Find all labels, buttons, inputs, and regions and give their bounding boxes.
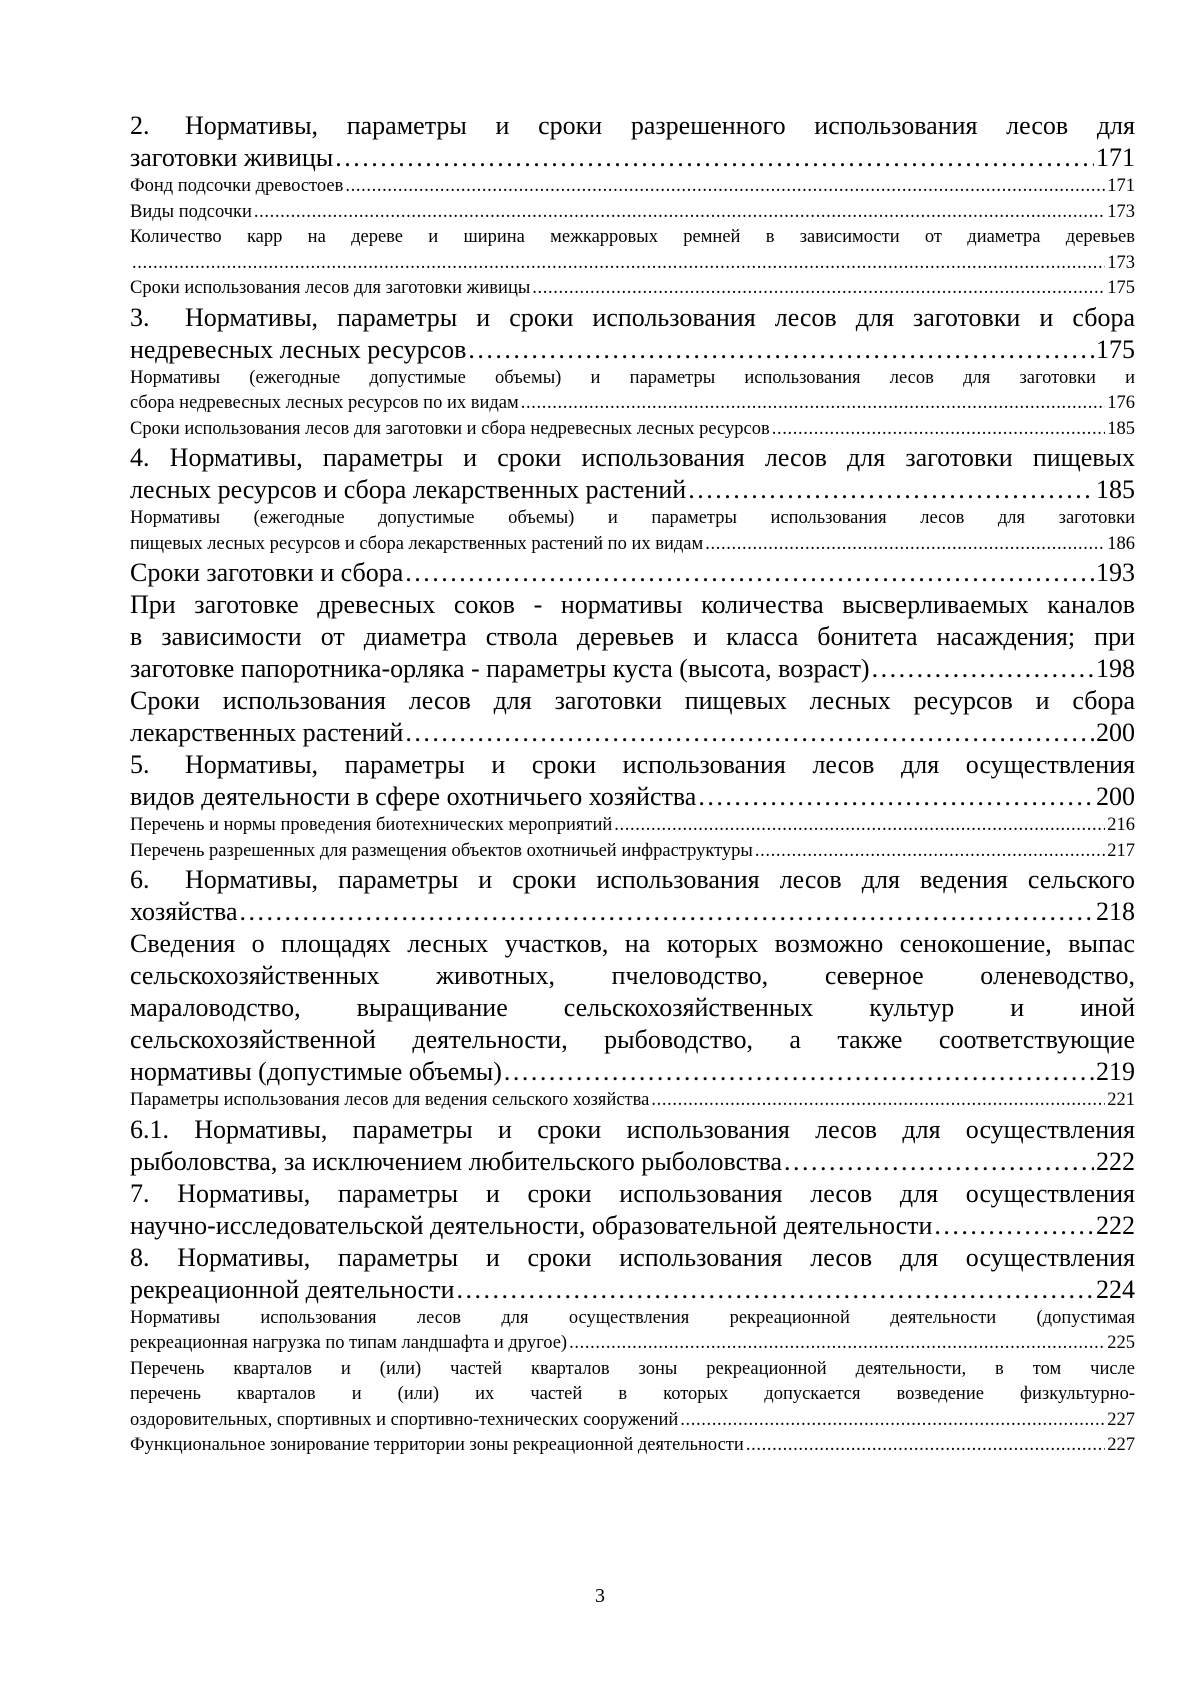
toc-page-number: 186: [1107, 533, 1135, 554]
dot-leader: [456, 1274, 1094, 1306]
dot-leader: [335, 142, 1094, 174]
toc-entry-line: [130, 225, 1135, 251]
page-number: 3: [595, 1585, 605, 1607]
toc-entry-title: лесных ресурсов и сбора лекарственных растений: [130, 475, 687, 504]
toc-entry[interactable]: [130, 302, 1135, 366]
toc-entry[interactable]: [130, 928, 1135, 1088]
section-number: 3.: [130, 302, 150, 332]
toc-entry-text: мараловодство, выращивание сельскохозяйственных культур и иной: [130, 993, 1135, 1022]
toc-entry[interactable]: [130, 1114, 1135, 1178]
toc-entry-line: [130, 1306, 1135, 1332]
toc-entry-text: Нормативы, параметры и сроки разрешенного использования лесов для: [185, 111, 1135, 140]
toc-entry[interactable]: [130, 749, 1135, 813]
dot-leader: [254, 200, 1105, 226]
toc-entry[interactable]: [130, 1357, 1135, 1434]
section-number: 6.: [130, 865, 150, 894]
toc-entry[interactable]: [130, 1433, 1135, 1459]
toc-entry-title: научно-исследовательской деятельности, образовательной деятельности: [130, 1210, 933, 1240]
toc-entry[interactable]: [130, 839, 1135, 865]
toc-entry-line: [130, 1114, 1135, 1146]
toc-entry[interactable]: [130, 174, 1135, 200]
toc-page-number: 185: [1107, 418, 1135, 439]
toc-entry-text: 8. Нормативы, параметры и сроки использования лесов для осуществления: [130, 1242, 1135, 1272]
toc-entry-text: 6.1. Нормативы, параметры и сроки использования лесов для осуществления: [130, 1114, 1135, 1144]
toc-entry-title: рыболовства, за исключением любительского рыболовства: [130, 1146, 783, 1176]
toc-page-number: 200: [1096, 718, 1135, 747]
toc-entry-title: Перечень и нормы проведения биотехнических мероприятий: [130, 815, 613, 835]
toc-entry-title: оздоровительных, спортивных и спортивно-технических сооружений: [130, 1409, 679, 1430]
toc-page-number: 200: [1096, 782, 1135, 811]
toc-page-number: 216: [1107, 815, 1135, 835]
section-number: 5.: [130, 750, 150, 779]
toc-entry[interactable]: [130, 110, 1135, 174]
toc-entry-line: [130, 992, 1135, 1024]
dot-leader: [240, 896, 1094, 928]
toc-entry[interactable]: [130, 417, 1135, 443]
toc-entry[interactable]: [130, 276, 1135, 302]
toc-entry-text: Нормативы использования лесов для осуществления рекреационной деятельности (допустимая: [130, 1307, 1135, 1328]
toc-entry-text: перечень кварталов и (или) их частей в которых допускается возведение физкультурно-: [130, 1384, 1135, 1404]
toc-entry-text: 7. Нормативы, параметры и сроки использования лесов для осуществления: [130, 1178, 1135, 1208]
toc-entry[interactable]: [130, 1088, 1135, 1114]
toc-entry-line: [130, 302, 1135, 334]
toc-entry-line: [130, 685, 1135, 717]
dot-leader: [504, 1056, 1094, 1088]
dot-leader: [132, 251, 1105, 277]
toc-entry-text: Нормативы, параметры и сроки использования лесов для ведения сельского: [185, 865, 1135, 894]
toc-entry[interactable]: [130, 506, 1135, 557]
toc-page-number: 175: [1107, 278, 1135, 298]
toc-entry-title: Фонд подсочки древостоев: [130, 176, 344, 196]
toc-page-number: 222: [1096, 1146, 1135, 1176]
dot-leader: [405, 717, 1094, 749]
toc-entry-title: Функциональное зонирование территории зоны рекреационной деятельности: [130, 1435, 744, 1455]
toc-entry[interactable]: [130, 864, 1135, 928]
toc-entry-text: Нормативы (ежегодные допустимые объемы) и параметры использования лесов для заготовки и: [130, 367, 1135, 388]
toc-entry-line: [130, 589, 1135, 621]
toc-page-number: 224: [1096, 1274, 1135, 1304]
toc-page-number: 218: [1096, 897, 1135, 926]
toc-entry-title: Параметры использования лесов для ведения сельского хозяйства: [130, 1090, 650, 1110]
toc-entry-text: 4. Нормативы, параметры и сроки использования лесов для заготовки пищевых: [130, 443, 1135, 472]
toc-entry-line: [130, 864, 1135, 896]
dot-leader: [521, 391, 1106, 417]
toc-entry-title: Виды подсочки: [130, 201, 252, 222]
table-of-contents: [130, 110, 1135, 1459]
toc-entry-title: сбора недревесных лесных ресурсов по их видам: [130, 393, 519, 413]
toc-entry-line: [130, 506, 1135, 532]
toc-entry[interactable]: [130, 366, 1135, 417]
toc-page-number: 219: [1096, 1057, 1135, 1086]
toc-entry[interactable]: [130, 1178, 1135, 1242]
toc-entry-line: [130, 1024, 1135, 1056]
toc-entry-line: [130, 1382, 1135, 1408]
dot-leader: [688, 474, 1094, 506]
toc-page-number: 171: [1096, 143, 1135, 172]
toc-entry-line: [130, 366, 1135, 392]
toc-entry-title: хозяйства: [130, 897, 238, 926]
toc-entry-line: [130, 1178, 1135, 1210]
dot-leader: [405, 557, 1094, 589]
toc-page-number: 171: [1107, 176, 1135, 196]
toc-entry-title: недревесных лесных ресурсов: [130, 334, 467, 364]
toc-page-number: 221: [1107, 1090, 1135, 1110]
toc-entry-text: Перечень кварталов и (или) частей кварталов зоны рекреационной деятельности, в том числе: [130, 1358, 1135, 1379]
toc-entry-title: нормативы (допустимые объемы): [130, 1057, 502, 1086]
dot-leader: [698, 781, 1094, 813]
toc-entry-title: лекарственных растений: [130, 718, 404, 747]
dot-leader: [772, 417, 1106, 443]
toc-page-number: 193: [1096, 558, 1135, 587]
toc-entry[interactable]: [130, 1242, 1135, 1306]
toc-entry-text: сельскохозяйственной деятельности, рыбоводство, а также соответствующие: [130, 1025, 1135, 1054]
toc-entry-line: [130, 1357, 1135, 1383]
dot-leader: [784, 1146, 1094, 1178]
toc-entry-line: [130, 621, 1135, 653]
toc-page-number: 175: [1096, 334, 1135, 364]
toc-entry-title: Перечень разрешенных для размещения объектов охотничьей инфраструктуры: [130, 840, 753, 861]
toc-entry-title: заготовке папоротника-орляка - параметры куста (высота, возраст): [130, 654, 870, 683]
toc-entry-title: заготовки живицы: [130, 143, 334, 172]
toc-entry-title: Сроки использования лесов для заготовки и сбора недревесных лесных ресурсов: [130, 418, 770, 439]
toc-entry[interactable]: [130, 813, 1135, 839]
dot-leader: [532, 276, 1105, 302]
toc-entry-text: сельскохозяйственных животных, пчеловодство, северное оленеводство,: [130, 961, 1135, 990]
section-number: 2.: [130, 111, 150, 140]
toc-page-number: 222: [1096, 1210, 1135, 1240]
toc-entry[interactable]: [130, 442, 1135, 506]
dot-leader: [755, 839, 1105, 865]
toc-entry[interactable]: [130, 225, 1135, 276]
dot-leader: [614, 813, 1105, 839]
toc-entry-text: Нормативы, параметры и сроки использования лесов для заготовки и сбора: [185, 302, 1135, 332]
toc-entry[interactable]: [130, 685, 1135, 749]
dot-leader: [705, 532, 1105, 558]
toc-entry-text: в зависимости от диаметра ствола деревьев и класса бонитета насаждения; при: [130, 622, 1135, 651]
toc-page-number: 227: [1107, 1409, 1135, 1430]
toc-entry-line: [130, 1242, 1135, 1274]
toc-page-number: 217: [1107, 840, 1135, 861]
toc-page-number: 173: [1107, 252, 1135, 273]
dot-leader: [569, 1331, 1105, 1357]
toc-entry-title: Сроки использования лесов для заготовки живицы: [130, 278, 531, 298]
toc-entry-text: Сведения о площадях лесных участков, на которых возможно сенокошение, выпас: [130, 929, 1135, 958]
toc-entry-text: Нормативы (ежегодные допустимые объемы) и параметры использования лесов для заготовки: [130, 508, 1135, 528]
toc-entry-title: Сроки заготовки и сбора: [130, 558, 404, 587]
toc-entry-text: При заготовке древесных соков - нормативы количества высверливаемых каналов: [130, 590, 1135, 619]
dot-leader: [651, 1088, 1105, 1114]
toc-entry-title: пищевых лесных ресурсов и сбора лекарственных растений по их видам: [130, 533, 704, 554]
toc-entry[interactable]: [130, 200, 1135, 226]
dot-leader: [345, 174, 1105, 200]
toc-entry-title: рекреационная нагрузка по типам ландшафта и другое): [130, 1333, 568, 1353]
toc-entry-title: видов деятельности в сфере охотничьего хозяйства: [130, 782, 697, 811]
toc-entry[interactable]: [130, 1306, 1135, 1357]
toc-entry-title: рекреационной деятельности: [130, 1274, 455, 1304]
toc-entry-line: [130, 749, 1135, 781]
toc-entry-text: Количество карр на дереве и ширина межкарровых ремней в зависимости от диаметра деревьев: [130, 227, 1135, 247]
dot-leader: [872, 653, 1094, 685]
toc-entry[interactable]: [130, 589, 1135, 685]
toc-entry-text: Нормативы, параметры и сроки использования лесов для осуществления: [185, 750, 1135, 779]
toc-page-number: 227: [1107, 1435, 1135, 1455]
dot-leader: [468, 334, 1094, 366]
toc-entry-line: [130, 960, 1135, 992]
toc-page-number: 225: [1107, 1333, 1135, 1353]
toc-page-number: 176: [1107, 393, 1135, 413]
dot-leader: [746, 1433, 1105, 1459]
toc-entry-line: [130, 110, 1135, 142]
toc-entry-line: [130, 928, 1135, 960]
toc-page-number: 185: [1096, 475, 1135, 504]
toc-entry[interactable]: [130, 557, 1135, 589]
toc-entry-text: Сроки использования лесов для заготовки пищевых лесных ресурсов и сбора: [130, 686, 1135, 715]
dot-leader: [934, 1210, 1094, 1242]
toc-page-number: 198: [1096, 654, 1135, 683]
toc-page-number: 173: [1107, 201, 1135, 222]
toc-entry-line: [130, 442, 1135, 474]
dot-leader: [680, 1408, 1105, 1434]
